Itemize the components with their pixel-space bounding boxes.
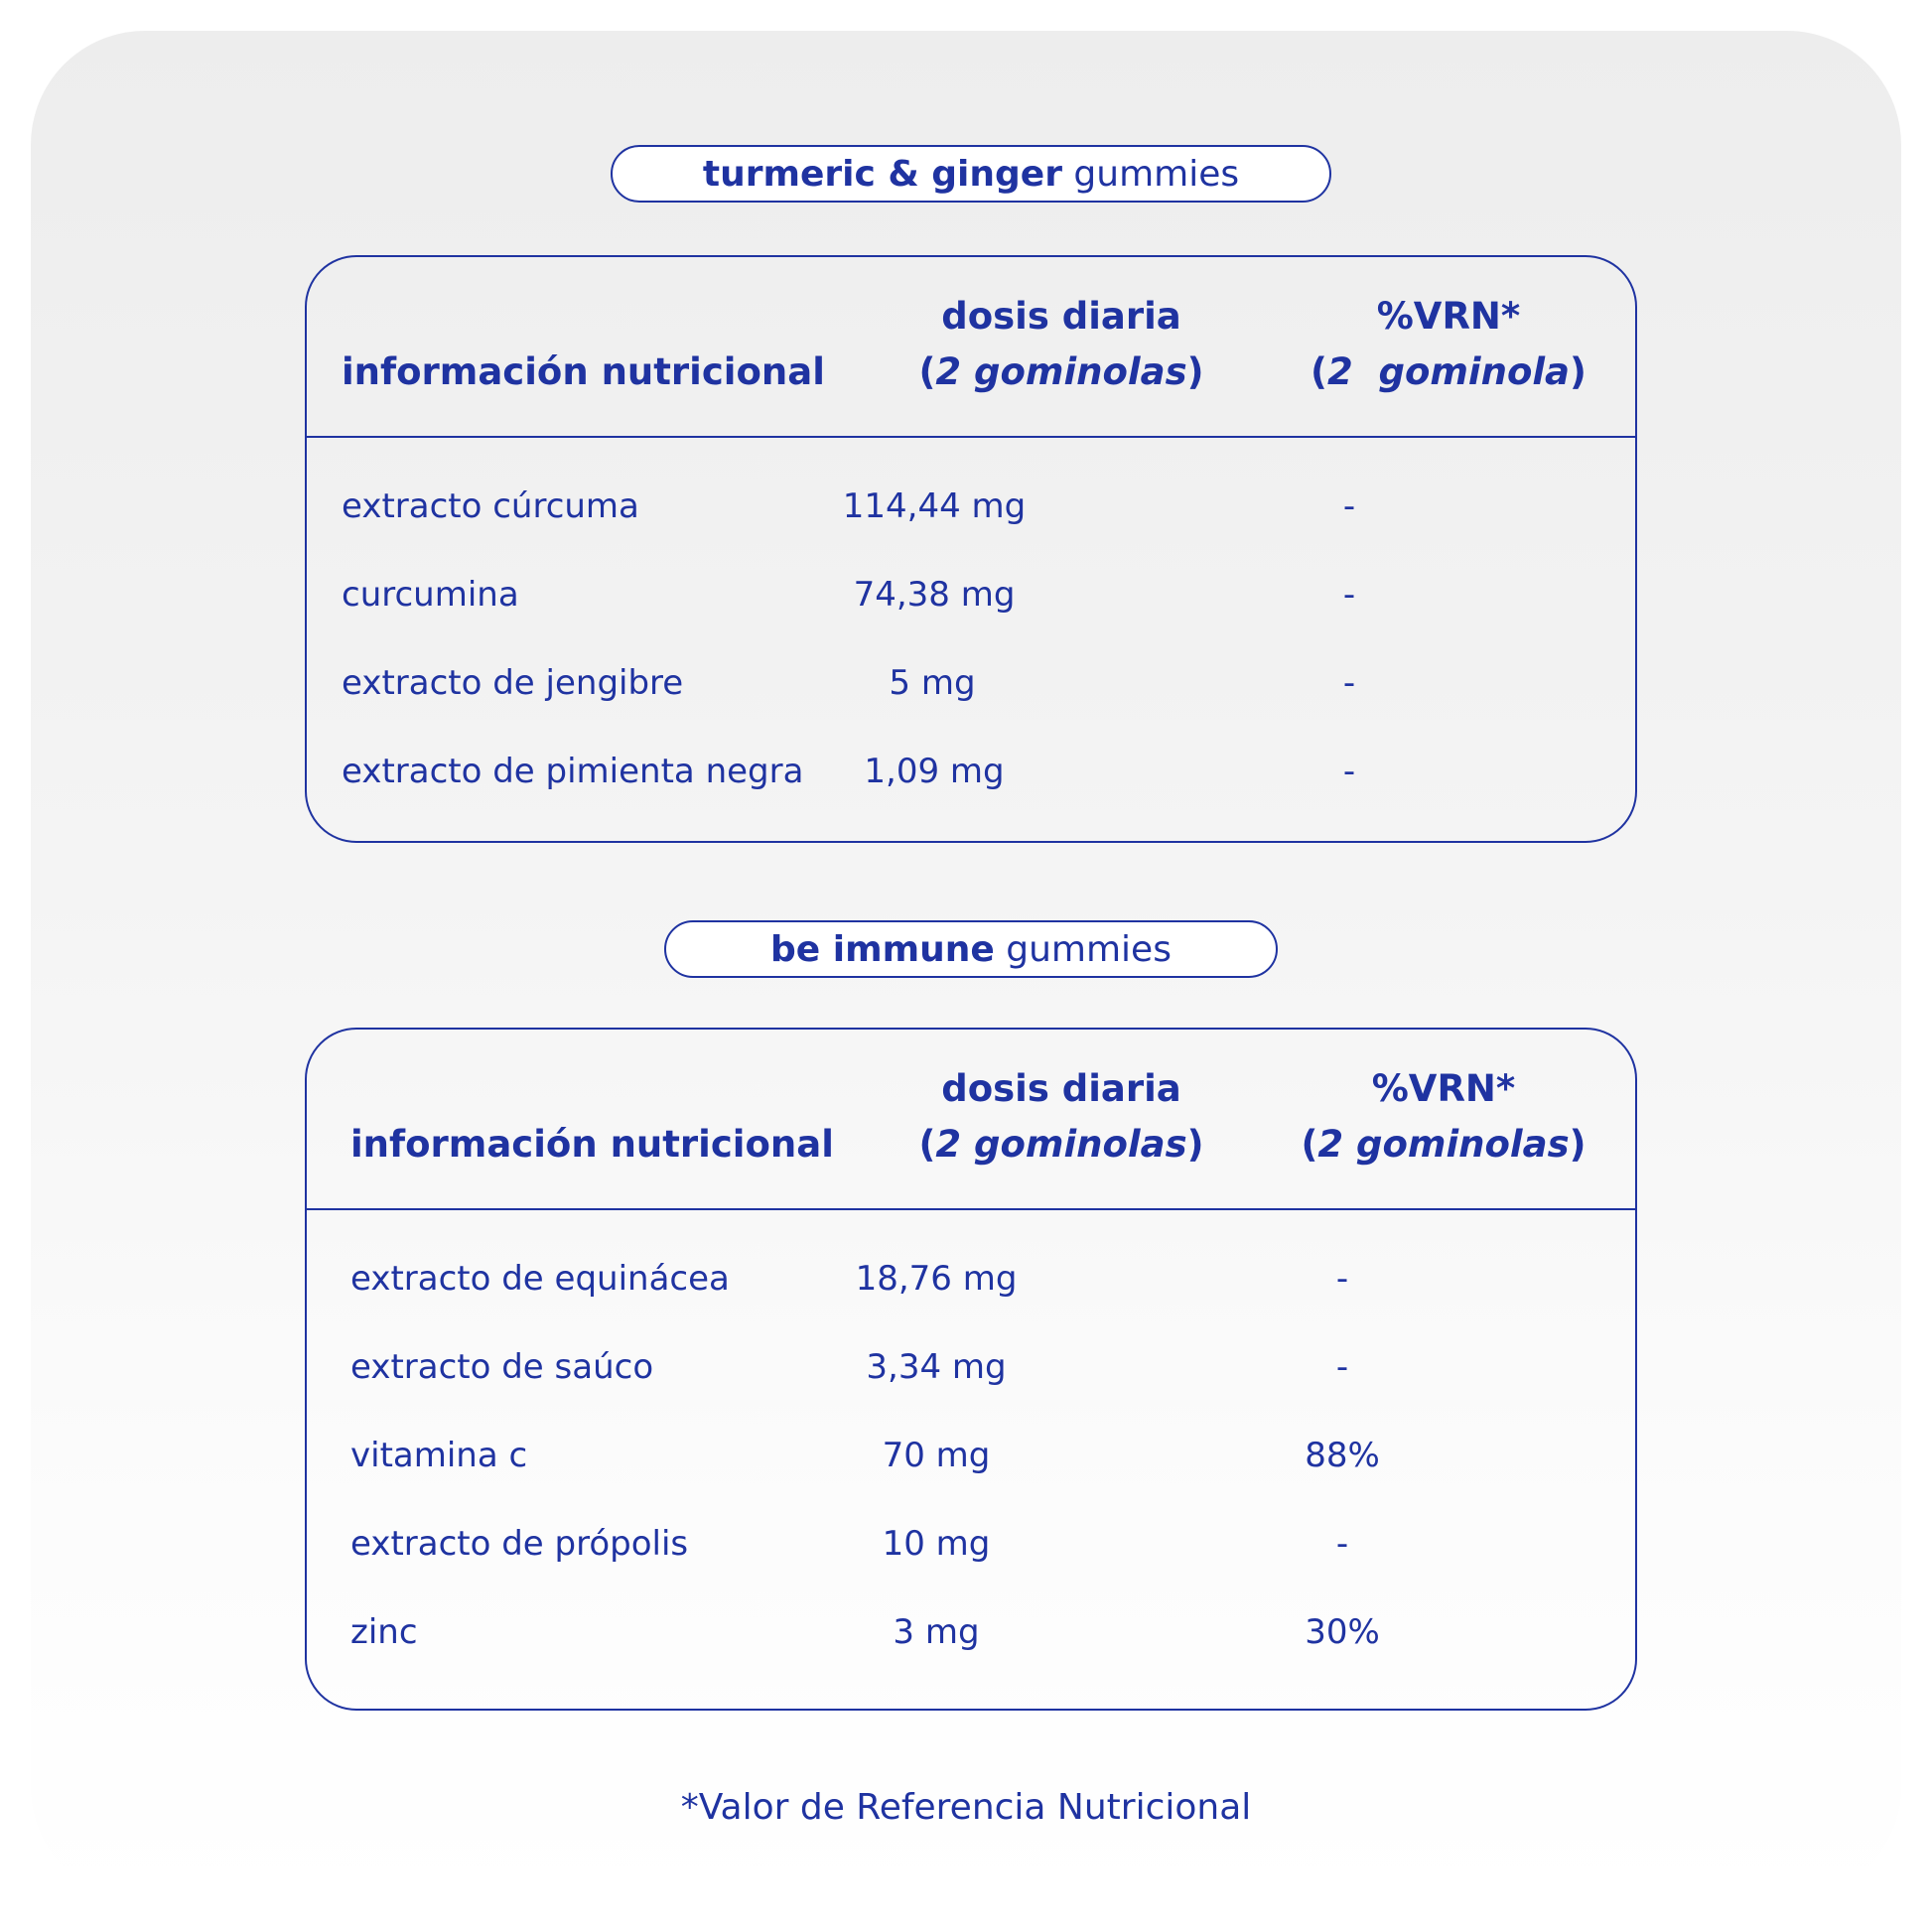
ingredient-vrn: 88% (1305, 1436, 1380, 1475)
header-vrn-line2 (1300, 345, 1597, 400)
header-vrn-unit: 2 gominolas (1317, 1123, 1570, 1166)
ingredient-vrn: - (1342, 752, 1356, 791)
header-vrn (1285, 1061, 1602, 1173)
ingredient-dose: 10 mg (882, 1524, 991, 1564)
table-row (307, 1426, 1635, 1485)
product-title-rest: gummies (1006, 928, 1172, 970)
ingredient-name: extracto de equinácea (350, 1259, 730, 1299)
ingredient-vrn: - (1342, 486, 1356, 526)
header-daily-dose (893, 1061, 1230, 1173)
ingredient-vrn: - (1342, 575, 1356, 615)
ingredient-name: extracto de jengibre (342, 663, 684, 703)
ingredient-dose: 3,34 mg (866, 1347, 1007, 1387)
header-vrn-line2 (1285, 1117, 1602, 1173)
header-daily-dose-unit: 2 gominolas (935, 350, 1187, 393)
table-row (307, 1249, 1635, 1309)
header-vrn-line1: %VRN* (1371, 1067, 1516, 1110)
footnote: *Valor de Referencia Nutricional (680, 1787, 1252, 1828)
ingredient-dose: 3 mg (893, 1612, 980, 1652)
ingredient-name: extracto de pimienta negra (342, 752, 804, 791)
header-nutrition-info: información nutricional (342, 350, 825, 393)
ingredient-dose: 18,76 mg (855, 1259, 1018, 1299)
nutrition-table-card (305, 1028, 1637, 1711)
ingredient-dose: 114,44 mg (842, 486, 1027, 526)
header-daily-dose (893, 289, 1230, 400)
table-header (307, 257, 1635, 438)
table-row (307, 742, 1635, 801)
paren-open: ( (1311, 350, 1327, 393)
ingredient-name: extracto de própolis (350, 1524, 689, 1564)
background-panel (31, 31, 1901, 1901)
ingredient-vrn: - (1335, 1259, 1349, 1299)
table-row (307, 653, 1635, 713)
paren-close: ) (1186, 350, 1204, 393)
header-daily-dose-line2 (893, 345, 1230, 400)
table-row (307, 1602, 1635, 1662)
table-row (307, 477, 1635, 536)
ingredient-dose: 5 mg (889, 663, 976, 703)
ingredient-vrn: - (1335, 1347, 1349, 1387)
ingredient-name: extracto de saúco (350, 1347, 654, 1387)
table-row (307, 565, 1635, 624)
table-row (307, 1337, 1635, 1397)
paren-close: ) (1570, 350, 1587, 393)
header-daily-dose-line1: dosis diaria (941, 295, 1181, 338)
header-daily-dose-line1: dosis diaria (941, 1067, 1181, 1110)
paren-open: ( (1301, 1123, 1318, 1166)
product-title-bold: be immune (770, 928, 995, 970)
header-daily-dose-line2 (893, 1117, 1230, 1173)
ingredient-name: extracto cúrcuma (342, 486, 639, 526)
table-row (307, 1514, 1635, 1574)
product-title-bold: turmeric & ginger (702, 153, 1062, 195)
product-title-rest: gummies (1073, 153, 1240, 195)
header-vrn (1300, 289, 1597, 400)
nutrition-table-card (305, 255, 1637, 843)
ingredient-vrn: - (1335, 1524, 1349, 1564)
ingredient-vrn: - (1342, 663, 1356, 703)
paren-open: ( (918, 350, 936, 393)
ingredient-vrn: 30% (1305, 1612, 1380, 1652)
paren-close: ) (1186, 1123, 1204, 1166)
ingredient-name: zinc (350, 1612, 418, 1652)
ingredient-dose: 74,38 mg (853, 575, 1016, 615)
product-title-pill (611, 145, 1331, 203)
header-daily-dose-unit: 2 gominolas (935, 1123, 1187, 1166)
header-nutrition-info: información nutricional (350, 1123, 834, 1166)
paren-close: ) (1569, 1123, 1587, 1166)
ingredient-name: curcumina (342, 575, 519, 615)
header-vrn-line1: %VRN* (1376, 295, 1521, 338)
table-header (307, 1030, 1635, 1210)
paren-open: ( (918, 1123, 936, 1166)
ingredient-name: vitamina c (350, 1436, 528, 1475)
ingredient-dose: 70 mg (882, 1436, 991, 1475)
ingredient-dose: 1,09 mg (864, 752, 1005, 791)
header-vrn-unit: 2 gominola (1326, 350, 1571, 393)
product-title-pill (664, 920, 1278, 978)
